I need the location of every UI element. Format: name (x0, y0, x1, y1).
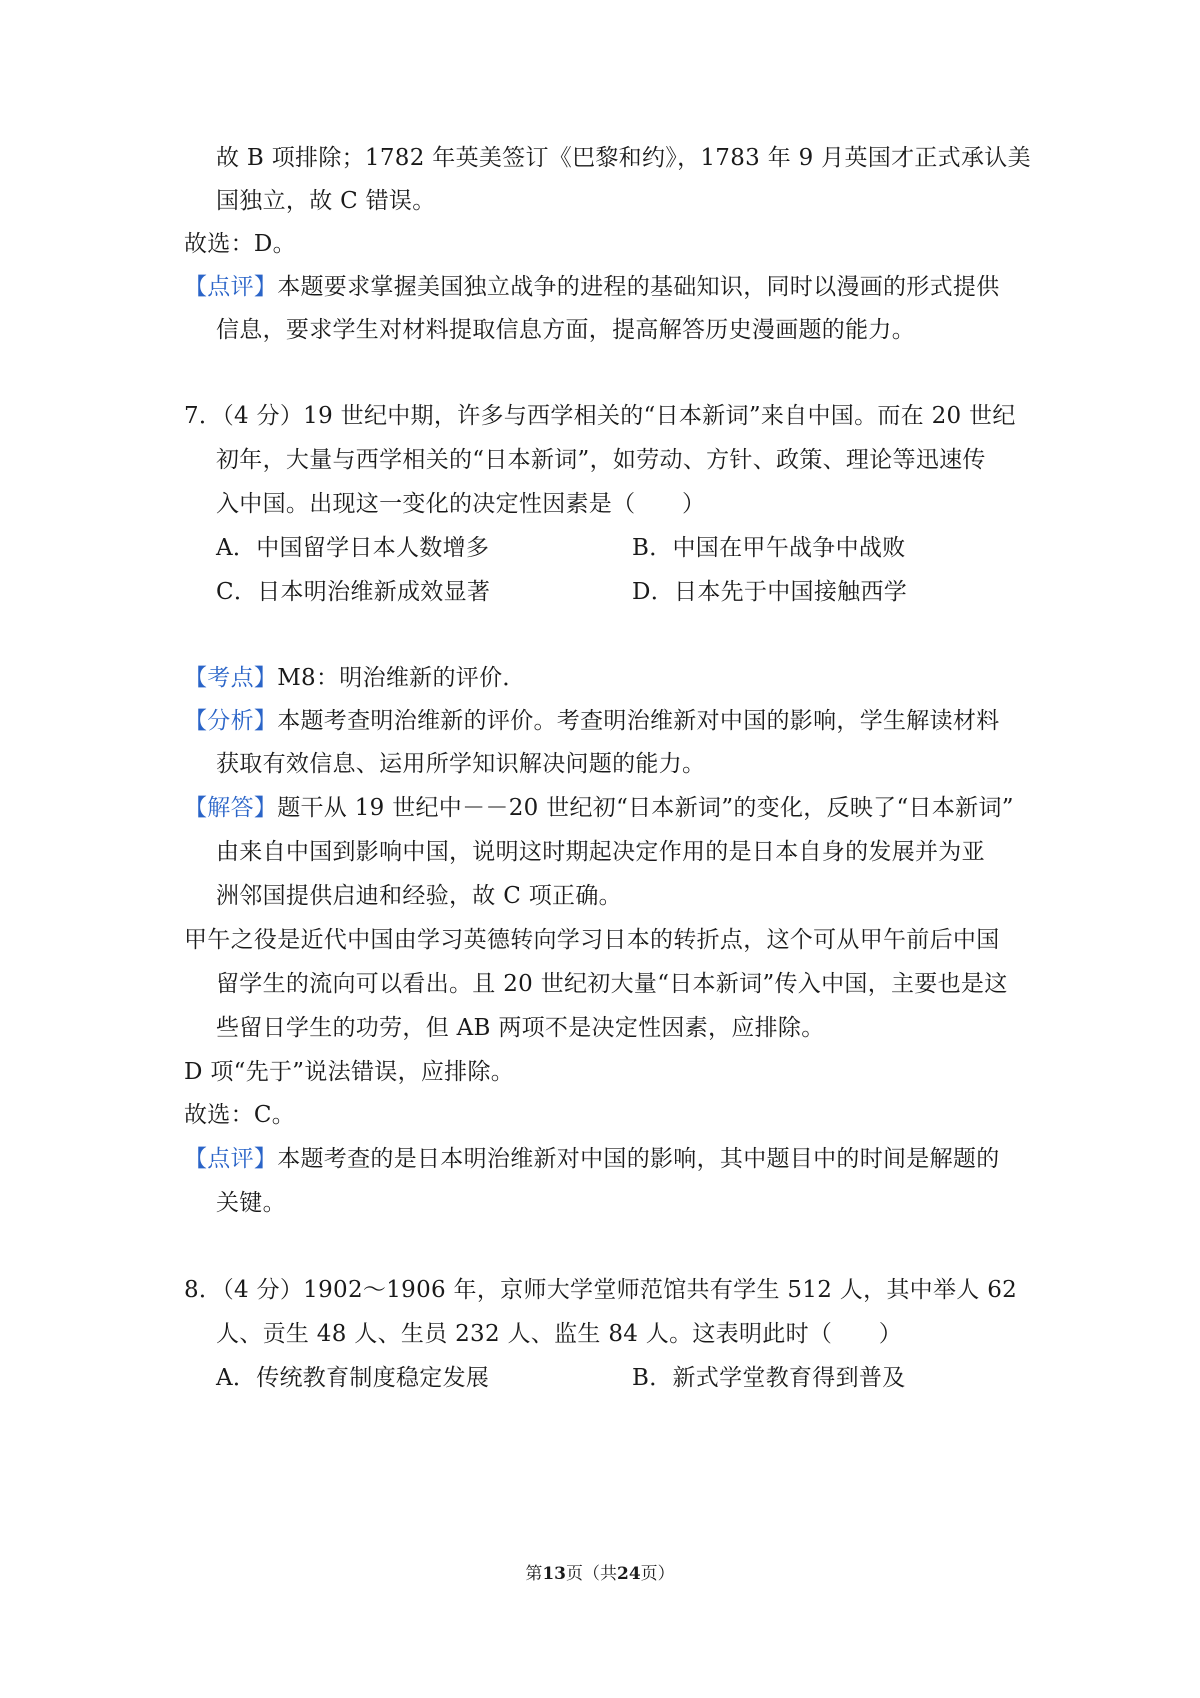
q8-stem-line-1: 8．（4 分）1902～1906 年，京师大学堂师范馆共有学生 512 人，其中举人 62 (184, 1277, 1018, 1303)
q6-comment-tag: 【点评】 (184, 274, 278, 300)
page-footer (0, 1562, 1200, 1586)
q6-explanation-line-1: 故 B 项排除；1782 年英美签订《巴黎和约》，1783 年 9 月英国才正式承认美 (216, 145, 1031, 171)
q7-para2-line-2: 留学生的流向可以看出。且 20 世纪初大量“日本新词”传入中国，主要也是这 (216, 971, 1008, 997)
q7-fenxi-line-2: 获取有效信息、运用所学知识解决问题的能力。 (216, 751, 706, 777)
q7-options-row-1 (216, 530, 1066, 566)
q7-kaodian-text: M8：明治维新的评价． (277, 665, 526, 691)
q8-option-a: A．传统教育制度稳定发展 (216, 1365, 490, 1391)
q7-para2-line-1: 甲午之役是近代中国由学习英德转向学习日本的转折点，这个可从甲午前后中国 (184, 927, 1000, 953)
q6-comment-line-2: 信息，要求学生对材料提取信息方面，提高解答历史漫画题的能力。 (216, 317, 915, 343)
q7-options-row-2 (216, 574, 1066, 610)
q8-option-b: B．新式学堂教育得到普及 (632, 1365, 906, 1391)
q7-kaodian-tag: 【考点】 (184, 665, 278, 691)
q7-fenxi-tag: 【分析】 (184, 708, 278, 734)
footer-suffix: 页） (640, 1564, 675, 1584)
q7-comment-line-2: 关键。 (216, 1190, 286, 1216)
q7-option-d: D．日本先于中国接触西学 (632, 579, 908, 605)
q7-jieda (184, 790, 1034, 826)
q8-options-row-1 (216, 1360, 1066, 1396)
q7-para2-line-3: 些留日学生的功劳，但 AB 两项不是决定性因素，应排除。 (216, 1015, 825, 1041)
q7-comment-line-1: 本题考查的是日本明治维新对中国的影响，其中题目中的时间是解题的 (277, 1146, 1000, 1172)
q7-jieda-line-3: 洲邻国提供启迪和经验，故 C 项正确。 (216, 883, 622, 909)
q6-answer: 故选：D。 (184, 231, 296, 257)
q6-comment-line-1: 本题要求掌握美国独立战争的进程的基础知识，同时以漫画的形式提供 (277, 274, 1000, 300)
q7-option-b: B．中国在甲午战争中战败 (632, 535, 906, 561)
q7-para3: D 项“先于”说法错误，应排除。 (184, 1059, 515, 1085)
q6-comment (184, 269, 1034, 305)
q7-jieda-line-1: 题干从 19 世纪中－－20 世纪初“日本新词”的变化，反映了“日本新词” (277, 795, 1014, 821)
q7-comment-tag: 【点评】 (184, 1146, 278, 1172)
q7-fenxi (184, 703, 1034, 739)
footer-total-pages: 24 (617, 1564, 641, 1584)
footer-page-number: 13 (542, 1564, 566, 1584)
q7-stem-line-2: 初年，大量与西学相关的“日本新词”，如劳动、方针、政策、理论等迅速传 (216, 447, 986, 473)
q7-kaodian (184, 660, 1034, 696)
q8-stem-line-2: 人、贡生 48 人、生员 232 人、监生 84 人。这表明此时（ ） (216, 1321, 903, 1347)
q7-fenxi-line-1: 本题考查明治维新的评价。考查明治维新对中国的影响，学生解读材料 (277, 708, 1000, 734)
q7-stem-line-1: 7．（4 分）19 世纪中期，许多与西学相关的“日本新词”来自中国。而在 20 世纪 (184, 403, 1016, 429)
q7-jieda-line-2: 由来自中国到影响中国，说明这时期起决定作用的是日本自身的发展并为亚 (216, 839, 985, 865)
q7-comment (184, 1141, 1034, 1177)
q7-stem-line-3: 入中国。出现这一变化的决定性因素是（ ） (216, 491, 706, 517)
q7-jieda-tag: 【解答】 (184, 795, 278, 821)
q6-explanation-line-2: 国独立，故 C 错误。 (216, 188, 436, 214)
footer-middle: 页（共 (566, 1564, 617, 1584)
q7-option-a: A．中国留学日本人数增多 (216, 535, 490, 561)
footer-prefix: 第 (525, 1564, 543, 1584)
q7-option-c: C．日本明治维新成效显著 (216, 579, 491, 605)
q7-answer: 故选：C。 (184, 1102, 296, 1128)
